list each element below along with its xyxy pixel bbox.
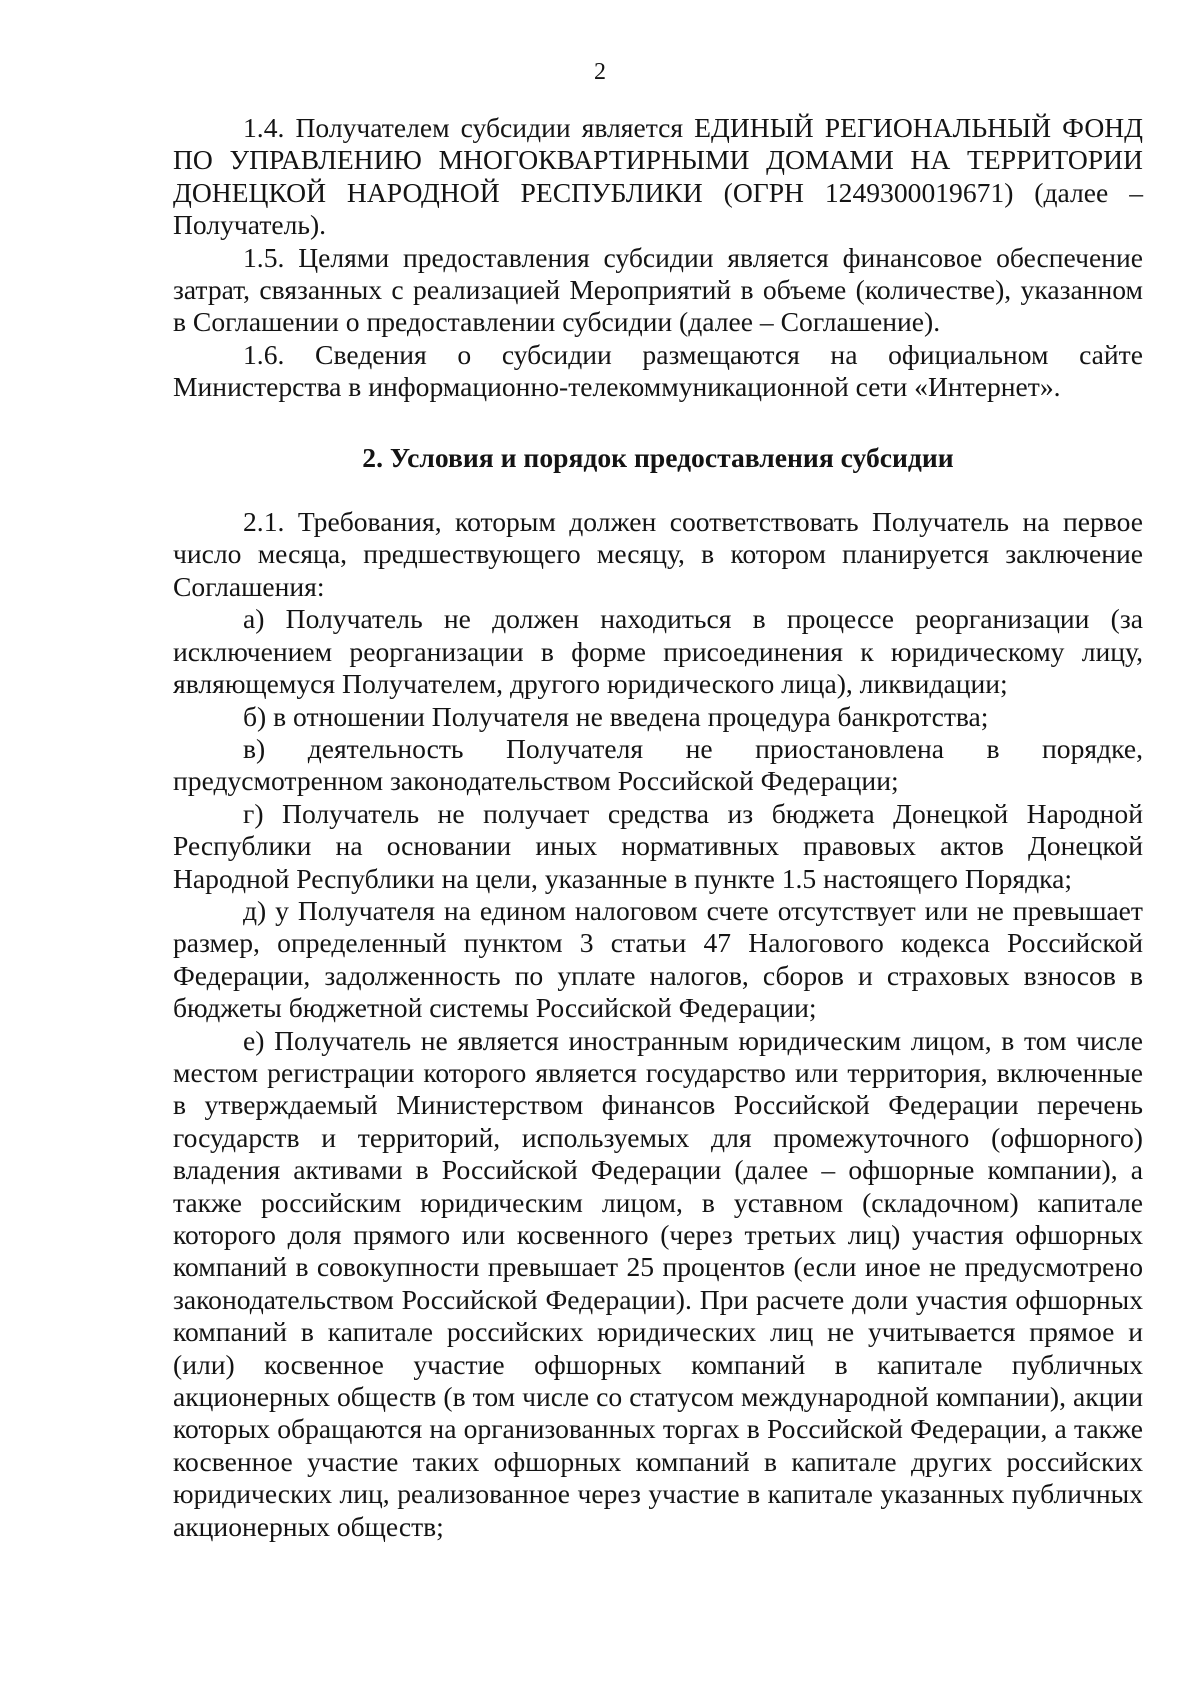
paragraph-2-1: 2.1. Требования, которым должен соответствовать Получатель на первое число месяца, предшествующего месяцу, в котором планируется заключение Соглашения: — [173, 506, 1143, 602]
list-item-g: г) Получатель не получает средства из бюджета Донецкой Народной Республики на основании иных нормативных правовых актов Донецкой Народной Республики на цели, указанные в пункте 1.5 настоящего Порядка; — [173, 797, 1143, 894]
list-item-e: е) Получатель не является иностранным юридическим лицом, в том числе местом регистрации которого является государство или территория, включенные в утверждаемый Министерством финансов Российской Федерации перечень государств и территорий, используемых для промежуточного (офшорного) владения активами в Российской Федерации (далее – офшорные компании), а также российским юридическим лицом, в уставном (складочном) капитале которого доля прямого или косвенного (через третьих лиц) участия офшорных компаний в совокупности превышает 25 процентов (если иное не предусмотрено законодательством Российской Федерации). При расчете доли участия офшорных компаний в капитале российских юридических лиц не учитывается прямое и (или) косвенное участие офшорных компаний в капитале публичных акционерных обществ (в том числе со статусом международной компании), акции которых обращаются на организованных торгах в Российской Федерации, а также косвенное участие таких офшорных компаний в капитале других российских юридических лиц, реализованное через участие в капитале указанных публичных акционерных обществ; — [173, 1024, 1143, 1542]
list-item-v: в) деятельность Получателя не приостановлена в порядке, предусмотренном законодательством Российской Федерации; — [173, 732, 1143, 797]
list-item-d: д) у Получателя на едином налоговом счете отсутствует или не превышает размер, определенный пунктом 3 статьи 47 Налогового кодекса Российской Федерации, задолженность по уплате налогов, сборов и страховых взносов в бюджеты бюджетной системы Российской Федерации; — [173, 894, 1143, 1024]
section-heading: 2. Условия и порядок предоставления субсидии — [362, 441, 954, 473]
paragraph-1-6: 1.6. Сведения о субсидии размещаются на официальном сайте Министерства в информационно-телекоммуникационной сети «Интернет». — [173, 338, 1143, 403]
list-item-b: б) в отношении Получателя не введена процедура банкротства; — [243, 700, 989, 732]
paragraph-1-5: 1.5. Целями предоставления субсидии является финансовое обеспечение затрат, связанных с реализацией Мероприятий в объеме (количестве), указанном в Соглашении о предоставлении субсидии (далее – Соглашение). — [173, 241, 1143, 338]
page-number: 2 — [594, 59, 606, 85]
list-item-a: а) Получатель не должен находиться в процессе реорганизации (за исключением реорганизации в форме присоединения к юридическому лицу, являющемуся Получателем, другого юридического лица), ликвидации; — [173, 603, 1143, 700]
paragraph-1-4: 1.4. Получателем субсидии является ЕДИНЫЙ РЕГИОНАЛЬНЫЙ ФОНД ПО УПРАВЛЕНИЮ МНОГОКВАРТИРНЫМИ ДОМАМИ НА ТЕРРИТОРИИ ДОНЕЦКОЙ НАРОДНОЙ РЕСПУБЛИКИ (ОГРН 1249300019671) (далее – Получатель). — [173, 112, 1143, 241]
document-body — [173, 112, 1143, 1543]
